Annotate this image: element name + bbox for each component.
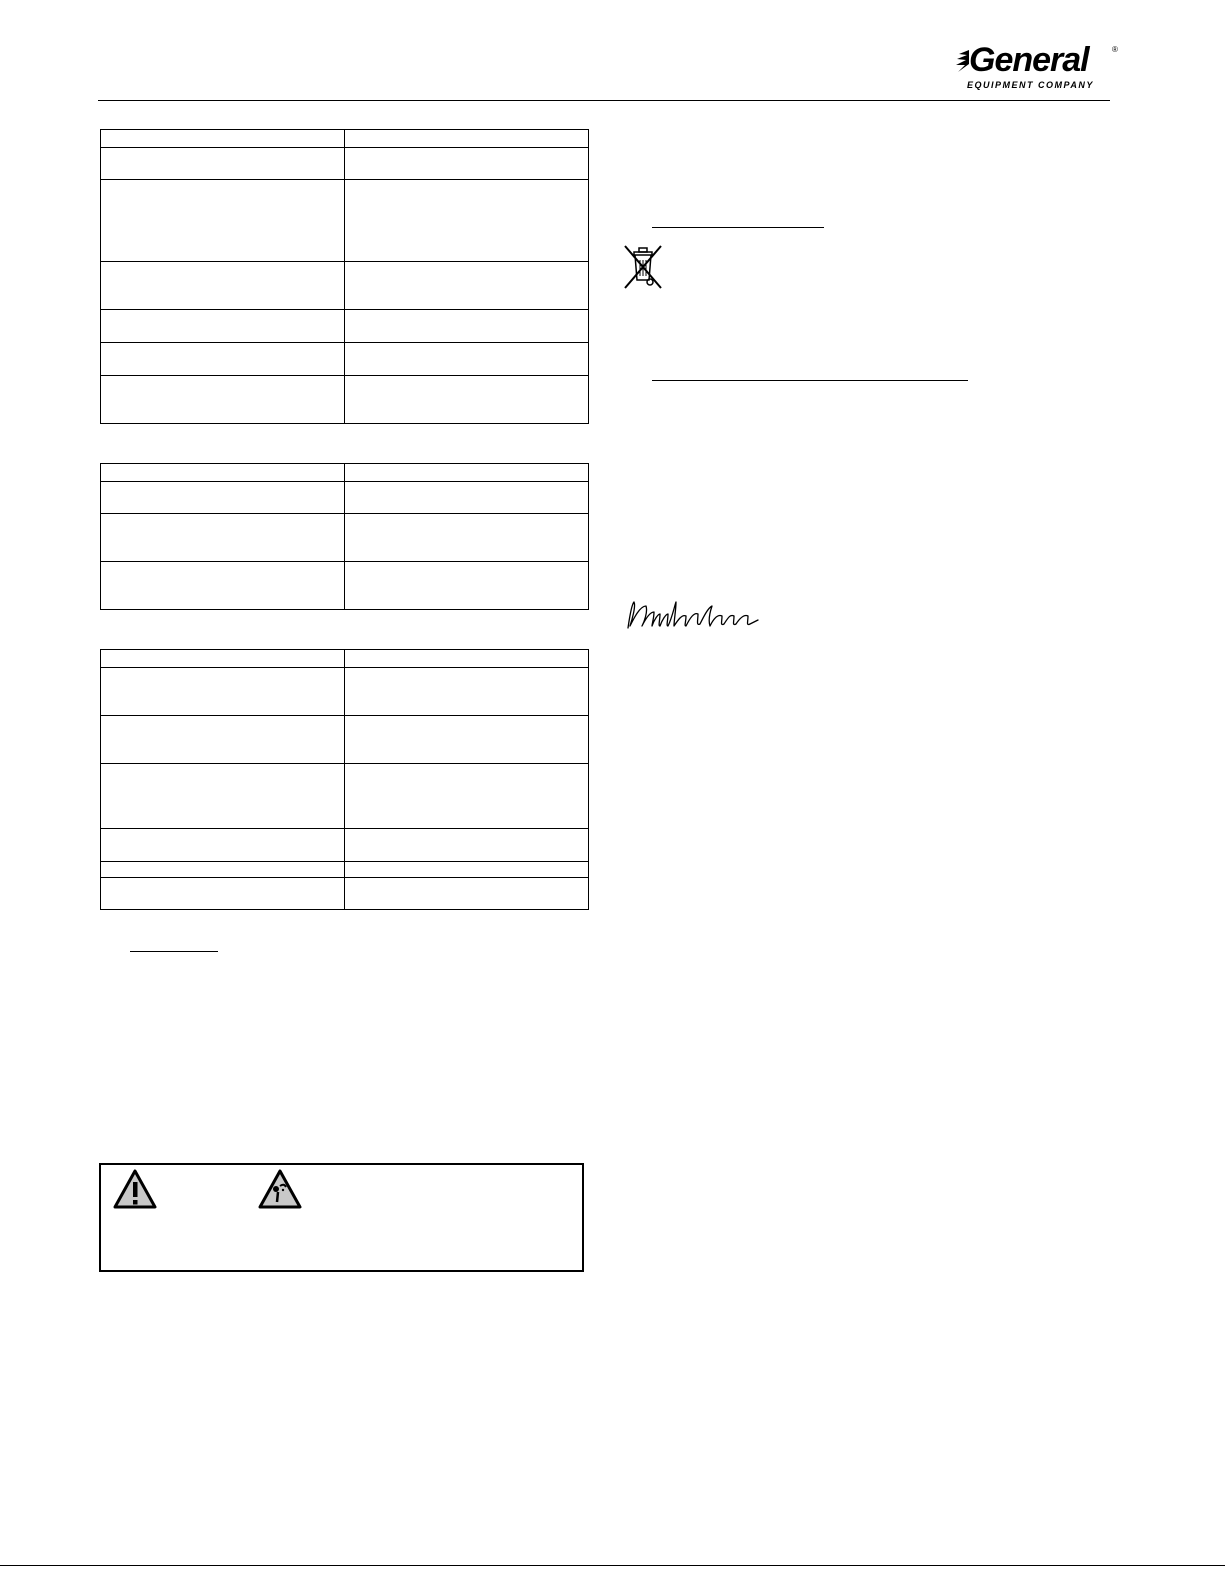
table-row xyxy=(101,482,589,514)
table-cell xyxy=(101,262,345,310)
table-cell xyxy=(101,764,345,829)
table-cell xyxy=(345,862,589,878)
header-rule xyxy=(98,100,1110,101)
table-row xyxy=(101,514,589,562)
table-cell xyxy=(101,343,345,376)
logo-registered-mark: ® xyxy=(1112,45,1118,54)
table-cell xyxy=(101,716,345,764)
table-row xyxy=(101,262,589,310)
table-cell xyxy=(345,130,589,148)
table-cell xyxy=(101,482,345,514)
spec-table-1 xyxy=(100,129,589,424)
table-cell xyxy=(345,878,589,910)
table-row xyxy=(101,716,589,764)
table-cell xyxy=(345,829,589,862)
table-cell xyxy=(101,862,345,878)
table-row xyxy=(101,343,589,376)
table-row xyxy=(101,764,589,829)
table-cell xyxy=(101,180,345,262)
logo-tagline: EQUIPMENT COMPANY xyxy=(967,80,1094,90)
table-row xyxy=(101,862,589,878)
spec-table-3 xyxy=(100,649,589,910)
table-cell xyxy=(101,148,345,180)
table-row xyxy=(101,148,589,180)
table-cell xyxy=(345,562,589,610)
table-cell xyxy=(345,262,589,310)
table-row xyxy=(101,668,589,716)
table-cell xyxy=(101,464,345,482)
table-row xyxy=(101,878,589,910)
table-cell xyxy=(101,376,345,424)
table-cell xyxy=(101,878,345,910)
table-cell xyxy=(101,829,345,862)
table-cell xyxy=(101,130,345,148)
table-cell xyxy=(345,148,589,180)
company-logo xyxy=(955,40,1125,95)
table-cell xyxy=(345,650,589,668)
table-row xyxy=(101,310,589,343)
table-cell xyxy=(101,650,345,668)
table-row xyxy=(101,376,589,424)
table-cell xyxy=(101,668,345,716)
section-heading-underline xyxy=(652,227,824,228)
warning-exclamation-icon xyxy=(113,1169,157,1209)
table-header-row xyxy=(101,464,589,482)
crossed-out-wheelie-bin-icon xyxy=(622,244,664,290)
table-cell xyxy=(345,482,589,514)
table-cell xyxy=(345,668,589,716)
table-row xyxy=(101,180,589,262)
table-cell xyxy=(345,310,589,343)
table-cell xyxy=(345,514,589,562)
table-cell xyxy=(101,514,345,562)
table-row xyxy=(101,562,589,610)
table-cell xyxy=(345,180,589,262)
table-header-row xyxy=(101,650,589,668)
table-row xyxy=(101,829,589,862)
handwritten-signature xyxy=(624,598,764,632)
footer-rule xyxy=(0,1565,1225,1566)
eye-protection-warning-icon xyxy=(258,1169,302,1209)
table-cell xyxy=(345,764,589,829)
spec-table-2 xyxy=(100,463,589,610)
table-cell xyxy=(345,464,589,482)
logo-wordmark: General xyxy=(969,41,1089,79)
warning-box xyxy=(99,1163,584,1272)
section-heading-underline xyxy=(652,380,968,381)
table-cell xyxy=(345,343,589,376)
table-cell xyxy=(345,716,589,764)
section-heading-underline xyxy=(130,951,218,952)
table-cell xyxy=(345,376,589,424)
table-cell xyxy=(101,562,345,610)
table-cell xyxy=(101,310,345,343)
table-header-row xyxy=(101,130,589,148)
